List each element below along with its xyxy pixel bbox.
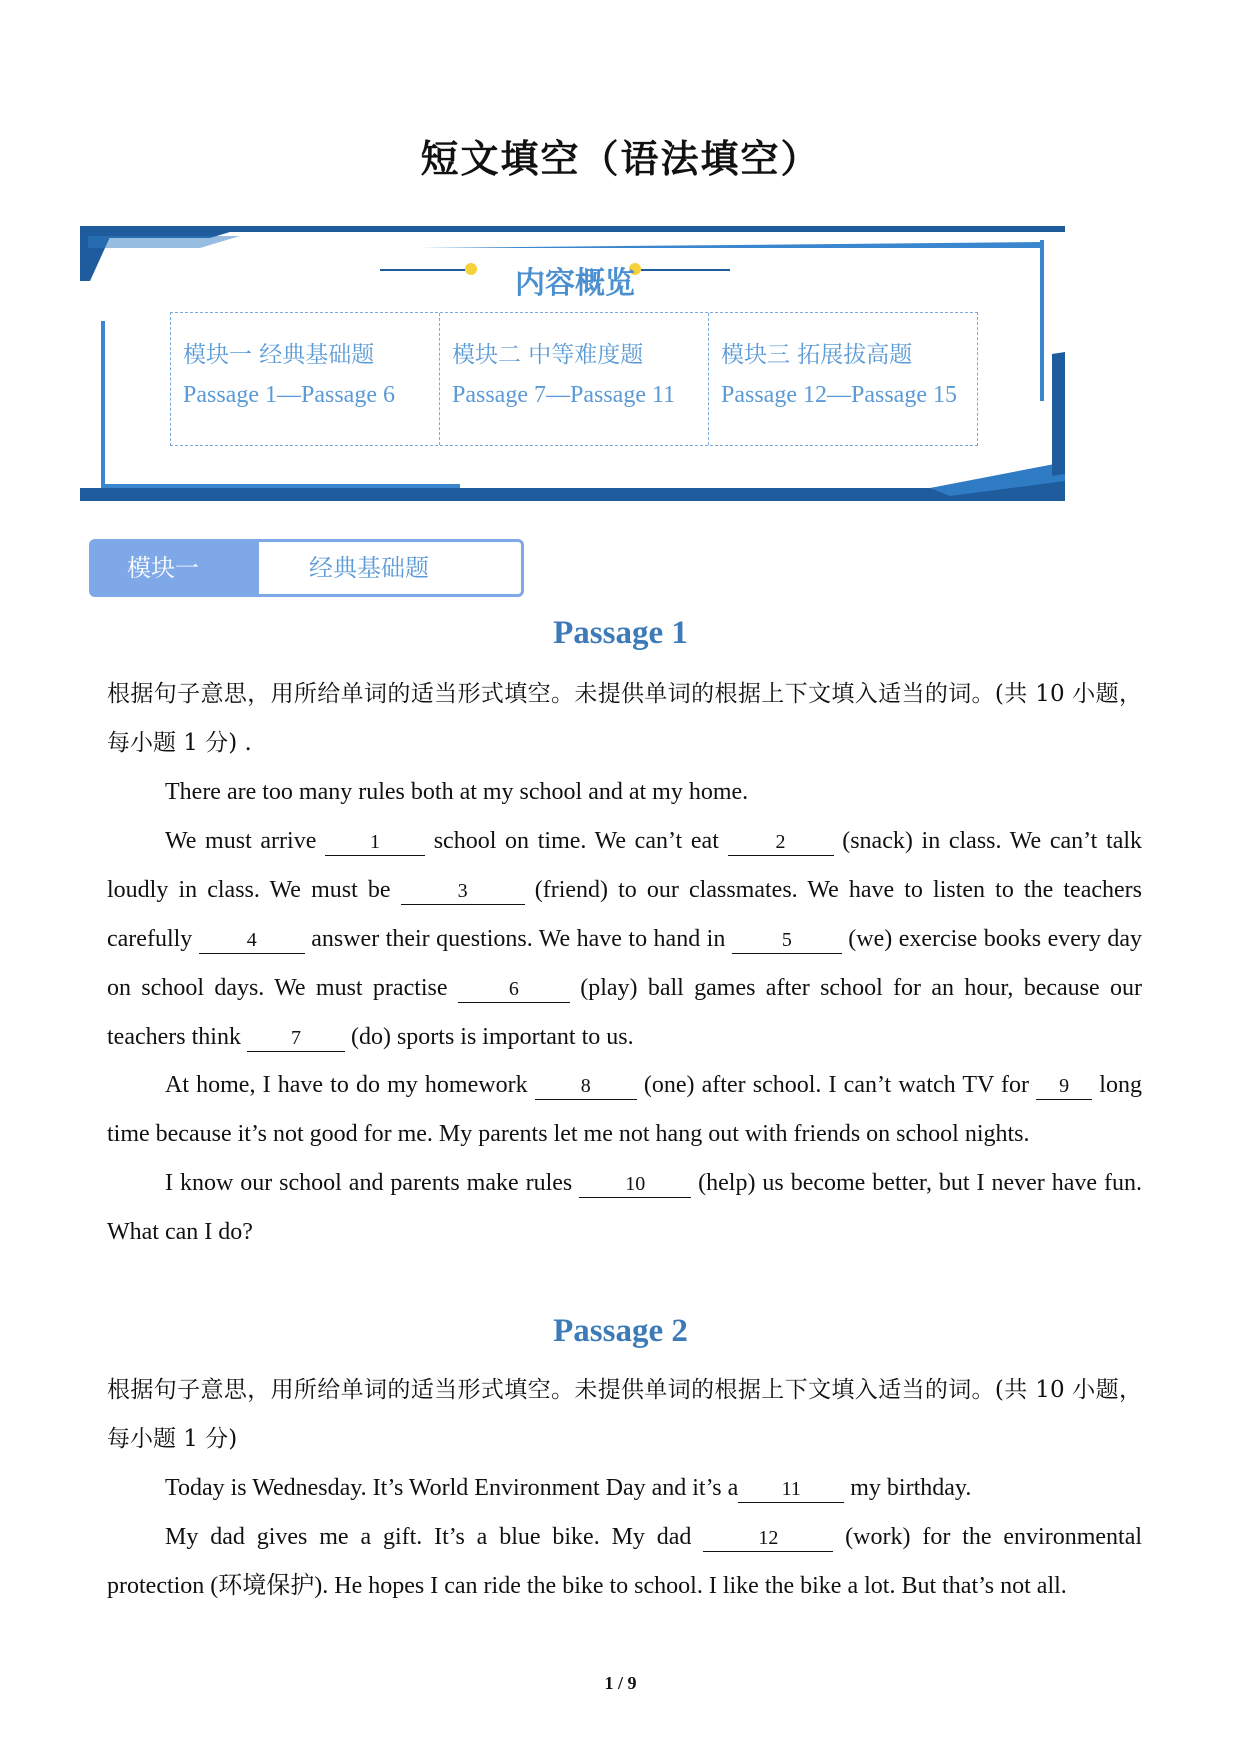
passage-1-paragraph-2 [107,817,1142,1062]
overview-module-2 [440,313,709,445]
content-overview-panel [80,226,1070,501]
passage-text: long time because it’s not good for me. My parents let me not hang out with friends on school nights. [107,1072,1142,1147]
passage-1-paragraph-4 [107,1159,1142,1257]
overview-module-1 [171,313,440,445]
module-tag-name: 经典基础题 [309,554,429,582]
passage-text: I know our school and parents make rules [165,1170,580,1196]
overview-module-grid [170,312,978,446]
answer-blank[interactable]: 4 [199,929,305,954]
passage-text: (play) ball games after school for an hour, because our teachers think [107,975,1142,1050]
answer-blank[interactable]: 10 [579,1173,691,1198]
passage-text: (work) for the environmental protection (环境保护). He hopes I can ride the bike to school. I like the bike a lot. But that’s not all. [107,1524,1143,1599]
passage-text: My dad gives me a gift. It’s a blue bike. My dad [165,1524,704,1550]
page-title: 短文填空（语法填空） [420,136,821,181]
answer-blank[interactable]: 11 [738,1478,844,1503]
passage-text: (friend) to our classmates. We have to listen to the teachers carefully [107,877,1142,952]
answer-blank[interactable]: 6 [458,978,570,1003]
passage-1-paragraph-3 [107,1061,1142,1159]
module-2-name: 模块二 中等难度题 [452,342,644,368]
passage-2-paragraph-1 [107,1464,1142,1513]
passage-text: (help) us become better, but I never have fun. What can I do? [107,1170,1142,1245]
answer-blank[interactable]: 1 [325,831,425,856]
overview-module-3 [709,313,977,445]
answer-blank[interactable]: 2 [728,831,834,856]
passage-text: answer their questions. We have to hand in [304,926,732,952]
overview-title: 内容概览 [515,266,635,301]
passage-2-instruction: 根据句子意思，用所给单词的适当形式填空。未提供单词的根据上下文填入适当的词。(共 10 小题，每小题 1 分) [107,1377,1142,1452]
passage-text: school on time. We can’t eat [425,828,728,854]
module-tag-label: 模块一 [92,542,259,594]
answer-blank[interactable]: 9 [1036,1075,1092,1100]
passage-text: Today is Wednesday. It’s World Environment Day and it’s a [165,1475,739,1501]
passage-text: (snack) in class. We can’t talk loudly in class. We must be [107,828,1143,903]
answer-blank[interactable]: 5 [732,929,842,954]
answer-blank[interactable]: 12 [703,1527,833,1552]
answer-blank[interactable]: 7 [247,1027,345,1052]
passage-1-title: Passage 1 [553,615,688,651]
passage-text: my birthday. [844,1475,972,1501]
module-2-range: Passage 7—Passage 11 [452,382,676,408]
module-1-range: Passage 1—Passage 6 [183,382,395,408]
passage-text: (one) after school. I can’t watch TV for [636,1072,1037,1098]
passage-text: (do) sports is important to us. [344,1024,634,1050]
passage-1-instruction: 根据句子意思，用所给单词的适当形式填空。未提供单词的根据上下文填入适当的词。(共 10 小题，每小题 1 分) . [107,681,1142,756]
page-number: 1 / 9 [604,1673,637,1693]
passage-text: (we) exercise books every day on school days. We must practise [107,926,1143,1001]
passage-2-paragraph-2 [107,1513,1142,1611]
passage-text: At home, I have to do my homework [165,1072,535,1098]
module-section-tag [89,539,524,597]
module-1-name: 模块一 经典基础题 [183,342,375,368]
answer-blank[interactable]: 8 [535,1075,637,1100]
module-3-range: Passage 12—Passage 15 [721,382,957,408]
module-3-name: 模块三 拓展拔高题 [721,342,913,368]
passage-1-paragraph-1: There are too many rules both at my school and at my home. [165,779,749,805]
passage-2-title: Passage 2 [553,1313,688,1349]
answer-blank[interactable]: 3 [401,880,525,905]
passage-text: We must arrive [165,828,326,854]
